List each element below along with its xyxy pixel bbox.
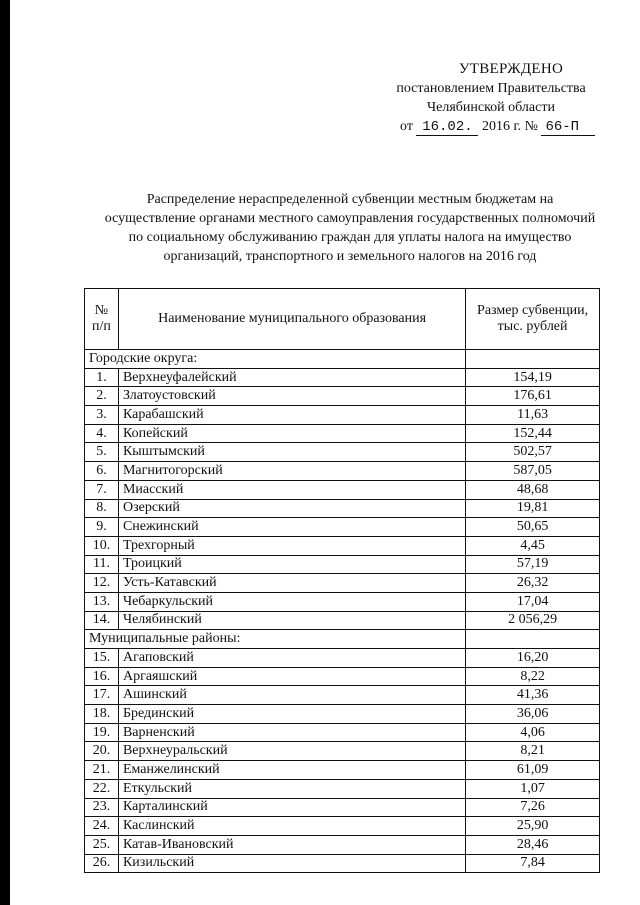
table-row [85, 574, 600, 593]
row-amount: 7,26 [466, 798, 600, 817]
table-row [85, 611, 600, 630]
row-number: 16. [85, 667, 119, 686]
row-number: 15. [85, 649, 119, 668]
row-name: Копейский [118, 424, 465, 443]
row-number: 20. [85, 742, 119, 761]
row-amount: 4,45 [466, 536, 600, 555]
row-name: Варненский [118, 723, 465, 742]
row-name: Трехгорный [118, 536, 465, 555]
row-amount: 17,04 [466, 592, 600, 611]
row-number: 14. [85, 611, 119, 630]
table-row [85, 462, 600, 481]
row-number: 18. [85, 705, 119, 724]
table-row [85, 443, 600, 462]
approval-year: 2016 г. № [481, 119, 538, 134]
row-number: 11. [85, 555, 119, 574]
row-amount: 11,63 [466, 406, 600, 425]
approval-date: 16.02. [416, 119, 478, 136]
row-number: 26. [85, 854, 119, 873]
row-number: 25. [85, 835, 119, 854]
row-amount: 1,07 [466, 779, 600, 798]
row-number: 21. [85, 761, 119, 780]
table-row [85, 424, 600, 443]
approval-title: УТВЕРЖДЕНО [458, 61, 564, 77]
header-number: № п/п [85, 289, 119, 350]
row-number: 17. [85, 686, 119, 705]
table-row [85, 686, 600, 705]
row-name: Магнитогорский [118, 462, 465, 481]
document-title: Распределение нераспределенной субвенции местным бюджетам на осуществление органами местного самоуправления государственных полномочий по социальному обслуживанию граждан для уплаты налога на имущество организаций, транспортного и земельного налогов на 2016 год [104, 192, 596, 264]
row-name: Аргаяшский [118, 667, 465, 686]
row-amount: 7,84 [466, 854, 600, 873]
table-row [85, 723, 600, 742]
row-amount: 2 056,29 [466, 611, 600, 630]
approval-date-line [360, 117, 622, 136]
table-row [85, 817, 600, 836]
row-name: Верхнеуфалейский [118, 368, 465, 387]
row-name: Усть-Катавский [118, 574, 465, 593]
section-title: Городские округа: [85, 350, 466, 369]
row-amount: 50,65 [466, 518, 600, 537]
table-row [85, 742, 600, 761]
row-name: Карталинский [118, 798, 465, 817]
row-amount: 4,06 [466, 723, 600, 742]
row-number: 23. [85, 798, 119, 817]
approval-number: 66-П [541, 119, 595, 136]
section-empty-cell [466, 630, 600, 649]
header-name: Наименование муниципального образования [118, 289, 465, 350]
row-number: 24. [85, 817, 119, 836]
row-amount: 176,61 [466, 387, 600, 406]
section-row [85, 350, 600, 369]
row-name: Карабашский [118, 406, 465, 425]
row-amount: 587,05 [466, 462, 600, 481]
row-name: Каслинский [118, 817, 465, 836]
row-amount: 8,21 [466, 742, 600, 761]
table-row [85, 518, 600, 537]
section-title: Муниципальные районы: [85, 630, 466, 649]
row-number: 6. [85, 462, 119, 481]
row-amount: 48,68 [466, 480, 600, 499]
row-name: Агаповский [118, 649, 465, 668]
row-name: Троицкий [118, 555, 465, 574]
row-number: 1. [85, 368, 119, 387]
table-row [85, 499, 600, 518]
row-amount: 28,46 [466, 835, 600, 854]
approval-line-2: Челябинской области [427, 100, 555, 115]
row-number: 3. [85, 406, 119, 425]
section-row [85, 630, 600, 649]
row-name: Еткульский [118, 779, 465, 798]
row-name: Брединский [118, 705, 465, 724]
row-number: 22. [85, 779, 119, 798]
row-name: Кыштымский [118, 443, 465, 462]
table-row [85, 667, 600, 686]
row-number: 9. [85, 518, 119, 537]
table-body [85, 350, 600, 873]
table-row [85, 779, 600, 798]
table-row [85, 592, 600, 611]
row-number: 5. [85, 443, 119, 462]
row-amount: 41,36 [466, 686, 600, 705]
row-amount: 152,44 [466, 424, 600, 443]
section-empty-cell [466, 350, 600, 369]
row-number: 10. [85, 536, 119, 555]
row-number: 4. [85, 424, 119, 443]
table-row [85, 387, 600, 406]
row-amount: 8,22 [466, 667, 600, 686]
approval-block [360, 60, 622, 136]
row-amount: 19,81 [466, 499, 600, 518]
row-name: Ашинский [118, 686, 465, 705]
table-row [85, 798, 600, 817]
table-row [85, 649, 600, 668]
row-amount: 26,32 [466, 574, 600, 593]
table-row [85, 835, 600, 854]
row-number: 19. [85, 723, 119, 742]
subsidy-table [84, 288, 600, 873]
row-number: 7. [85, 480, 119, 499]
row-number: 8. [85, 499, 119, 518]
row-name: Катав-Ивановский [118, 835, 465, 854]
row-name: Златоустовский [118, 387, 465, 406]
table-row [85, 854, 600, 873]
row-amount: 36,06 [466, 705, 600, 724]
row-name: Миасский [118, 480, 465, 499]
row-name: Чебаркульский [118, 592, 465, 611]
row-amount: 16,20 [466, 649, 600, 668]
row-amount: 502,57 [466, 443, 600, 462]
row-amount: 61,09 [466, 761, 600, 780]
header-amount: Размер субвенции, тыс. рублей [466, 289, 600, 350]
row-name: Кизильский [118, 854, 465, 873]
table-row [85, 705, 600, 724]
approval-line-1: постановлением Правительства [396, 81, 586, 96]
row-number: 12. [85, 574, 119, 593]
table-row [85, 480, 600, 499]
date-prefix: от [400, 119, 413, 134]
row-amount: 57,19 [466, 555, 600, 574]
table-header-row [85, 289, 600, 350]
row-name: Снежинский [118, 518, 465, 537]
scan-edge-bar [0, 0, 10, 905]
row-name: Челябинский [118, 611, 465, 630]
table-row [85, 761, 600, 780]
row-number: 13. [85, 592, 119, 611]
row-name: Верхнеуральский [118, 742, 465, 761]
table-row [85, 406, 600, 425]
row-amount: 154,19 [466, 368, 600, 387]
table-row [85, 368, 600, 387]
row-name: Озерский [118, 499, 465, 518]
row-name: Еманжелинский [118, 761, 465, 780]
table-row [85, 555, 600, 574]
table-row [85, 536, 600, 555]
row-amount: 25,90 [466, 817, 600, 836]
row-number: 2. [85, 387, 119, 406]
